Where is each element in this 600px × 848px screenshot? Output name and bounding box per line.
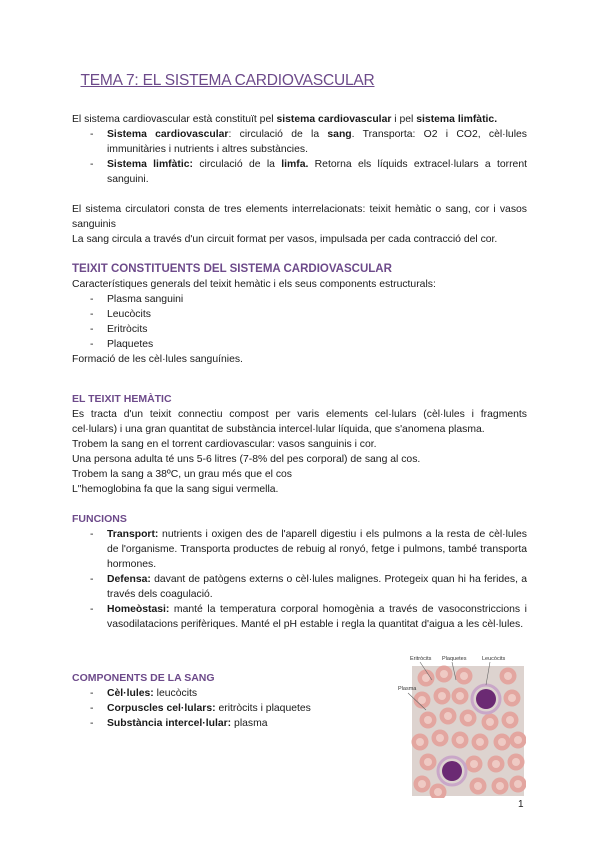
components-list xyxy=(72,292,527,352)
erythrocyte-center xyxy=(514,780,522,788)
erythrocyte-center xyxy=(440,670,448,678)
erythrocyte-center xyxy=(504,672,512,680)
list-item: - Defensa: davant de patògens externs o cèl·lules malignes. Protegeix quan hi ha ferides, a través dels coagulació. xyxy=(90,574,527,600)
erythrocyte-center xyxy=(464,714,472,722)
list-item: - Sistema cardiovascular: circulació de la sang. Transporta: O2 i CO2, cèl·lules immunitàries i nutrients i altres substàncies. xyxy=(90,129,527,155)
erythrocyte-center xyxy=(512,758,520,766)
list-item: - Eritròcits xyxy=(90,324,148,335)
components-sang-section xyxy=(72,671,392,731)
paragraph: Es tracta d'un teixit connectiu compost per varis elements cel·lulars (cèl·lules i fragments cel·lulars) i una gran quantitat de substància intercel·lular líquida, que s'anomena plasma. xyxy=(72,409,527,435)
label-leucocits: Leucòcits xyxy=(482,656,506,662)
erythrocyte-center xyxy=(444,712,452,720)
page-number: 1 xyxy=(518,799,524,810)
erythrocyte-center xyxy=(460,672,468,680)
section-heading: TEIXIT CONSTITUENTS DEL SISTEMA CARDIOVASCULAR xyxy=(72,263,392,275)
paragraph: L"hemoglobina fa que la sang sigui vermella. xyxy=(72,484,279,495)
erythrocyte-center xyxy=(418,696,426,704)
paragraph: Trobem la sang a 38ºC, un grau més que el cos xyxy=(72,469,292,480)
erythrocyte-center xyxy=(508,694,516,702)
erythrocyte-center xyxy=(434,788,442,796)
erythrocyte-center xyxy=(438,692,446,700)
funcions-list xyxy=(72,527,527,632)
label-plaquetes: Plaquetes xyxy=(442,656,467,662)
section-heading: FUNCIONS xyxy=(72,513,127,525)
term-cardiovascular: sistema cardiovascular xyxy=(276,114,392,125)
erythrocyte-center xyxy=(424,716,432,724)
section-intro: Característiques generals del teixit hemàtic i els seus components estructurals: xyxy=(72,279,436,290)
components-sang-list xyxy=(72,686,392,731)
paragraph: Una persona adulta té uns 5-6 litres (7-8% del pes corporal) de sang al cos. xyxy=(72,454,421,465)
list-item: - Sistema limfàtic: circulació de la limfa. Retorna els líquids extracel·lulars a torrent sanguini. xyxy=(90,159,527,185)
erythrocyte-center xyxy=(506,716,514,724)
list-item: - Plasma sanguini xyxy=(90,294,184,305)
circulatory-section xyxy=(72,202,527,247)
list-item: - Homeòstasi: manté la temperatura corporal homogènia a través de vasoconstriccions i vasodilatacions perifèriques. Manté el pH estable i regla la quantitat d'aigua a les cèl·lules. xyxy=(90,604,527,630)
teixit-hematic-section xyxy=(72,392,527,497)
erythrocyte-center xyxy=(498,738,506,746)
label-eritrocits: Eritròcits xyxy=(410,656,432,662)
leukocyte-nucleus xyxy=(476,689,496,709)
teixit-constituents-section xyxy=(72,262,527,367)
erythrocyte-center xyxy=(456,692,464,700)
erythrocyte-center xyxy=(492,760,500,768)
section-heading: EL TEIXIT HEMÀTIC xyxy=(72,393,172,405)
circulatory-line-1: El sistema circulatori consta de tres elements interrelacionats: teixit hemàtic o sang, cor i vasos sanguinis xyxy=(72,204,527,230)
erythrocyte-center xyxy=(486,718,494,726)
label-plasma: Plasma xyxy=(398,686,417,692)
term-limfatic: sistema limfàtic. xyxy=(416,114,498,125)
intro-section xyxy=(72,112,527,187)
intro-paragraph: El sistema cardiovascular està constituït pel sistema cardiovascular i pel sistema limfàtic. xyxy=(72,114,498,125)
list-item: - Plaquetes xyxy=(90,339,154,350)
erythrocyte-center xyxy=(436,734,444,742)
section-outro: Formació de les cèl·lules sanguínies. xyxy=(72,354,243,365)
blood-smear-illustration xyxy=(398,652,526,798)
intro-list xyxy=(72,127,527,187)
page-title: TEMA 7: EL SISTEMA CARDIOVASCULAR xyxy=(80,72,375,89)
circulatory-line-2: La sang circula a través d'un circuit format per vasos, impulsada per cada contracció del cor. xyxy=(72,234,498,245)
erythrocyte-center xyxy=(514,736,522,744)
list-item: - Leucòcits xyxy=(90,309,151,320)
erythrocyte-center xyxy=(424,758,432,766)
erythrocyte-center xyxy=(416,738,424,746)
list-item: - Cèl·lules: leucòcits xyxy=(90,688,198,699)
funcions-section xyxy=(72,512,527,632)
list-item: - Transport: nutrients i oxigen des de l'aparell digestiu i els pulmons a la resta de cèl·lules de l'organisme. Transporta productes de rebuig al ronyó, fetge i pulmons, també transporta hormones. xyxy=(90,529,527,570)
erythrocyte-center xyxy=(470,760,478,768)
section-heading: COMPONENTS DE LA SANG xyxy=(72,672,215,684)
erythrocyte-center xyxy=(476,738,484,746)
paragraph: Trobem la sang en el torrent cardiovascular: vasos sanguinis i cor. xyxy=(72,439,377,450)
list-item: - Corpuscles cel·lulars: eritròcits i plaquetes xyxy=(90,703,311,714)
blood-smear-figure xyxy=(398,652,526,798)
list-item: - Substància intercel·lular: plasma xyxy=(90,718,268,729)
erythrocyte-center xyxy=(456,736,464,744)
erythrocyte-center xyxy=(496,782,504,790)
leukocyte-nucleus xyxy=(442,761,462,781)
erythrocyte-center xyxy=(418,780,426,788)
erythrocyte-center xyxy=(474,782,482,790)
